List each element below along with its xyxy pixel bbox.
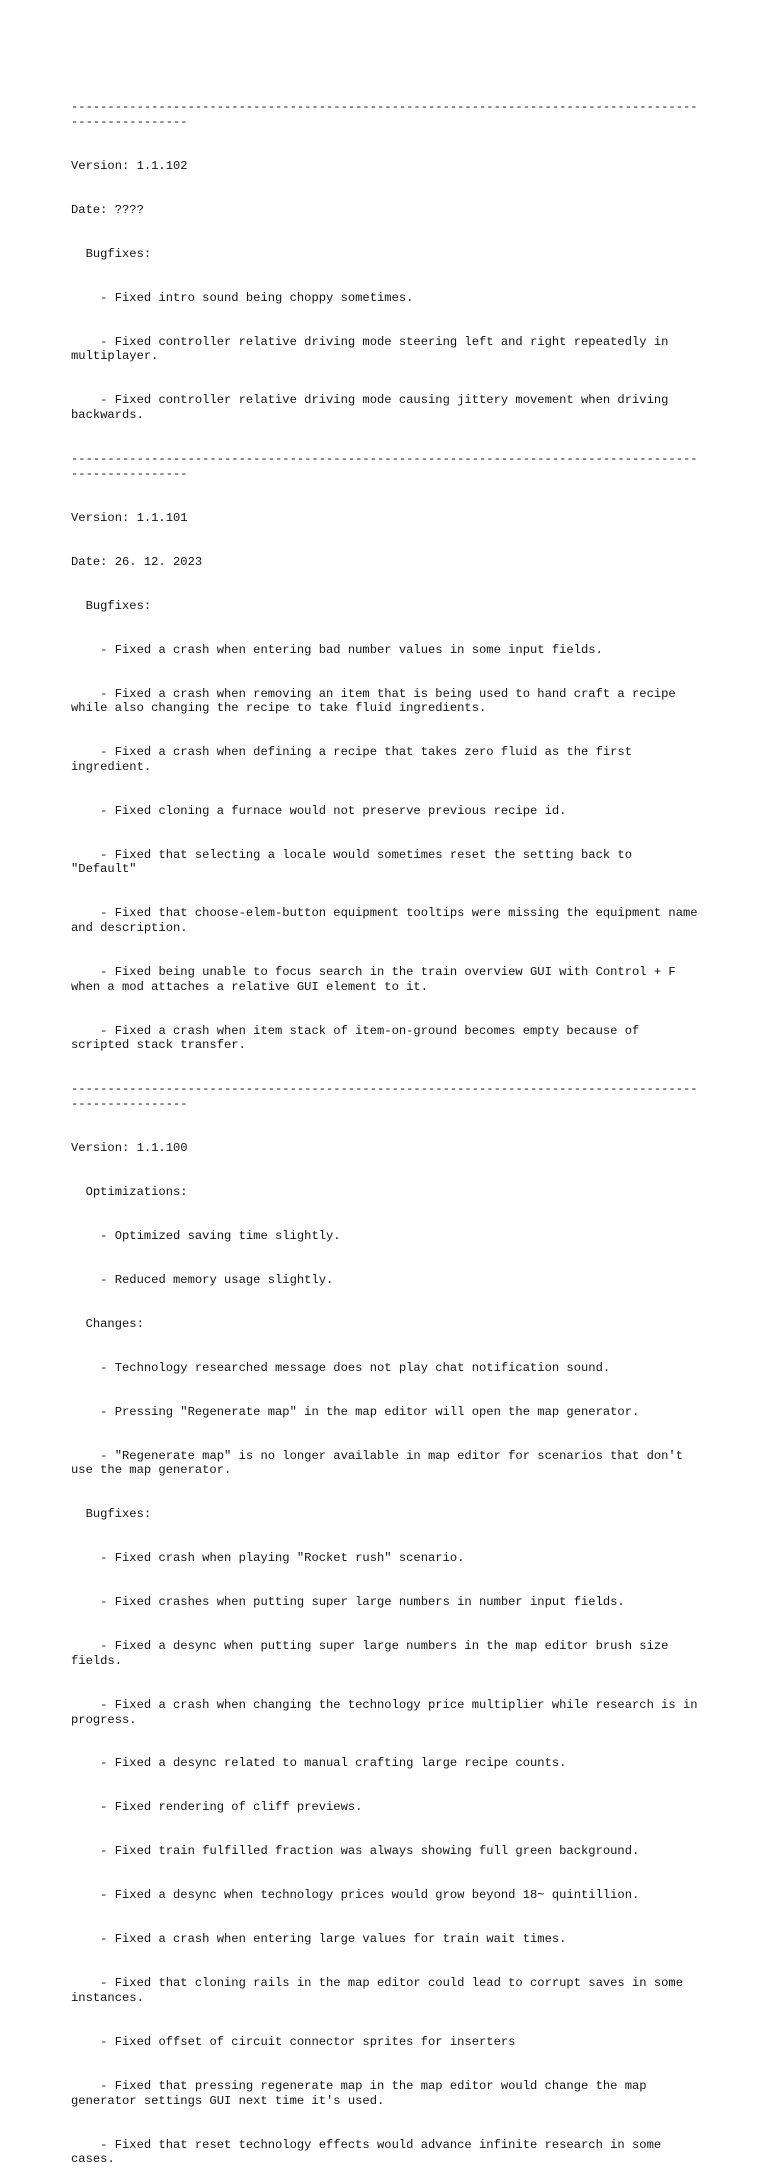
changelog-entry: - Fixed a crash when item stack of item-on-ground becomes empty because of scripted stack transfer. xyxy=(71,1023,647,1053)
version-heading: Version: 1.1.101 xyxy=(71,510,188,525)
changelog-entry: - Fixed that pressing regenerate map in the map editor would change the map generator settings GUI next time it's used. xyxy=(71,2078,654,2108)
release-date: Date: ???? xyxy=(71,202,144,217)
changelog-entry: - Fixed that cloning rails in the map editor could lead to corrupt saves in some instances. xyxy=(71,1976,691,2005)
changelog-entry: - Optimized saving time slightly. xyxy=(71,1228,341,1243)
separator-line: ------------------------------------------------------------------------------------------------------ xyxy=(71,452,698,481)
changelog-entry: - Fixed that reset technology effects would advance infinite research in some cases. xyxy=(71,2137,669,2167)
changelog-entry: - "Regenerate map" is no longer available in map editor for scenarios that don't use the map generator. xyxy=(71,1448,691,1478)
changelog-entry: - Fixed a crash when defining a recipe that takes zero fluid as the first ingredient. xyxy=(71,745,640,774)
changelog-entry: - Fixed a crash when removing an item that is being used to hand craft a recipe while also changing the recipe to take fluid ingredients. xyxy=(71,686,684,716)
changelog-entry: - Fixed rendering of cliff previews. xyxy=(71,1800,363,1815)
changelog-entry: - Fixed controller relative driving mode steering left and right repeatedly in multiplayer. xyxy=(71,334,676,364)
changelog-entry: - Fixed that choose-elem-button equipment tooltips were missing the equipment name and description. xyxy=(71,906,705,936)
changelog-entry: - Fixed cloning a furnace would not preserve previous recipe id. xyxy=(71,803,567,818)
changelog-entry: - Reduced memory usage slightly. xyxy=(71,1272,334,1287)
section-heading-changes: Changes: xyxy=(71,1316,144,1331)
changelog-entry: - Fixed a crash when changing the technology price multiplier while research is in progress. xyxy=(71,1697,705,1727)
version-heading: Version: 1.1.102 xyxy=(71,158,188,173)
section-heading-bugfixes: Bugfixes: xyxy=(71,1507,152,1522)
changelog-entry: - Fixed intro sound being choppy sometimes. xyxy=(71,290,414,305)
changelog-entry: - Technology researched message does not play chat notification sound. xyxy=(71,1360,611,1375)
changelog-entry: - Fixed controller relative driving mode causing jittery movement when driving backwards. xyxy=(71,393,676,423)
changelog-entry: - Fixed offset of circuit connector sprites for inserters xyxy=(71,2034,516,2049)
separator-line: ------------------------------------------------------------------------------------------------------ xyxy=(71,100,698,129)
section-heading-bugfixes: Bugfixes: xyxy=(71,246,152,261)
changelog-entry: - Fixed a desync related to manual crafting large recipe counts. xyxy=(71,1756,567,1771)
changelog-entry: - Pressing "Regenerate map" in the map editor will open the map generator. xyxy=(71,1404,640,1419)
changelog-entry: - Fixed crash when playing "Rocket rush" scenario. xyxy=(71,1551,465,1566)
changelog-entry: - Fixed train fulfilled fraction was always showing full green background. xyxy=(71,1844,640,1859)
changelog-entry: - Fixed that selecting a locale would sometimes reset the setting back to "Default" xyxy=(71,847,640,877)
changelog-entry: - Fixed a desync when technology prices would grow beyond 18~ quintillion. xyxy=(71,1888,640,1903)
changelog-entry: - Fixed being unable to focus search in the train overview GUI with Control + F when a mod attaches a relative GUI element to it. xyxy=(71,965,684,994)
changelog-document xyxy=(71,71,705,2182)
section-heading-bugfixes: Bugfixes: xyxy=(71,598,152,613)
changelog-entry: - Fixed crashes when putting super large numbers in number input fields. xyxy=(71,1595,625,1610)
changelog-entry: - Fixed a crash when entering large values for train wait times. xyxy=(71,1932,567,1947)
section-heading-optimizations: Optimizations: xyxy=(71,1184,188,1199)
changelog-entry: - Fixed a crash when entering bad number values in some input fields. xyxy=(71,642,603,657)
changelog-entry: - Fixed a desync when putting super large numbers in the map editor brush size fields. xyxy=(71,1639,676,1668)
version-heading: Version: 1.1.100 xyxy=(71,1140,188,1155)
separator-line: ------------------------------------------------------------------------------------------------------ xyxy=(71,1082,698,1111)
release-date: Date: 26. 12. 2023 xyxy=(71,554,203,569)
